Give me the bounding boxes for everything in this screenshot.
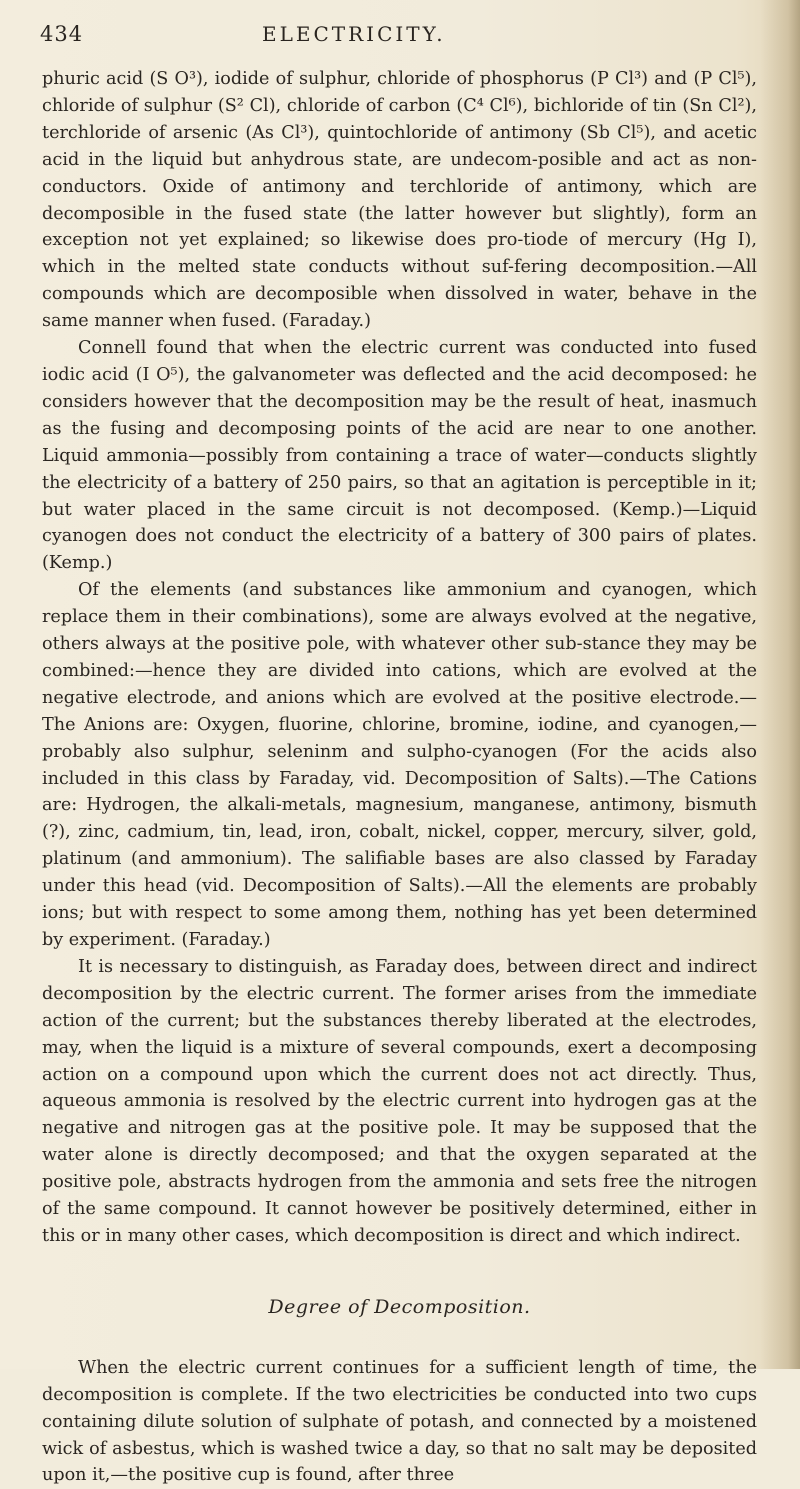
body-text xyxy=(42,66,757,1489)
running-title: ELECTRICITY. xyxy=(262,22,446,46)
paragraph-connell: Connell found that when the electric current was conducted into fused iodic acid (I O⁵), the galvanometer was deflected and the acid decomposed: he considers however that the decomposition may be the result of heat, inasmuch as the fusing and decomposing points of the acid are near to one another. Liquid ammonia—possibly from containing a trace of water—conducts slightly the electricity of a battery of 250 pairs, so that an agitation is perceptible in it; but water placed in the same circuit is not decomposed. (Kemp.)—Liquid cyanogen does not conduct the electricity of a battery of 300 pairs of plates. (Kemp.) xyxy=(42,338,757,574)
page-edge-shadow xyxy=(760,0,800,1369)
paragraph-direct-indirect: It is necessary to distinguish, as Faraday does, between direct and indirect decomposition by the electric current. The former arises from the immediate action of the current; but the substances thereby liberated at the electrodes, may, when the liquid is a mixture of several compounds, exert a decomposing action on a compound upon which the current does not act directly. Thus, aqueous ammonia is resolved by the electric current into hydrogen gas at the negative and nitrogen gas at the positive pole. It may be supposed that the water alone is directly decomposed; and that the oxygen separated at the positive pole, abstracts hydrogen from the ammonia and sets free the nitrogen of the same compound. It cannot however be positively determined, either in this or in many other cases, which decomposition is direct and which indirect. xyxy=(42,956,757,1246)
running-head xyxy=(40,22,740,52)
paragraph-ions: Of the elements (and substances like ammonium and cyanogen, which replace them in their combinations), some are always evolved at the negative, others always at the positive pole, with whatever other sub-stance they may be combined:—hence they are divided into cations, which are evolved at the negative electrode, and anions which are evolved at the positive electrode.—The Anions are: Oxygen, fluorine, chlorine, bromine, iodine, and cyanogen,—probably also sulphur, seleninm and sulpho-cyanogen (For the acids also included in this class by Faraday, vid. Decomposition of Salts).—The Cations are: Hydrogen, the alkali-metals, magnesium, manganese, antimony, bismuth (?), zinc, cadmium, tin, lead, iron, cobalt, nickel, copper, mercury, silver, gold, platinum (and ammonium). The salifiable bases are also classed by Faraday under this head (vid. Decomposition of Salts).—All the elements are probably ions; but with respect to some among them, nothing has yet been determined by experiment. (Faraday.) xyxy=(42,580,757,950)
paragraph-continuation: phuric acid (S O³), iodide of sulphur, chloride of phosphorus (P Cl³) and (P Cl⁵), chloride of sulphur (S² Cl), chloride of carbon (C⁴ Cl⁶), bichloride of tin (Sn Cl²), terchloride of arsenic (As Cl³), quintochloride of antimony (Sb Cl⁵), and acetic acid in the liquid but anhydrous state, are undecom-posible and act as non-conductors. Oxide of antimony and terchloride of antimony, which are decomposible in the fused state (the latter however but slightly), form an exception not yet explained; so likewise does pro-tiode of mercury (Hg I), which in the melted state conducts without suf-fering decomposition.—All compounds which are decomposible when dissolved in water, behave in the same manner when fused. (Faraday.) xyxy=(42,69,757,332)
paragraph-degree: When the electric current continues for a sufficient length of time, the decomposition is complete. If the two electricities be conducted into two cups containing dilute solution of sulphate of potash, and connected by a moistened wick of asbestus, which is washed twice a day, so that no salt may be deposited upon it,—the positive cup is found, after three xyxy=(42,1357,757,1486)
page-number: 434 xyxy=(40,22,84,46)
section-heading: Degree of Decomposition. xyxy=(268,1295,531,1318)
